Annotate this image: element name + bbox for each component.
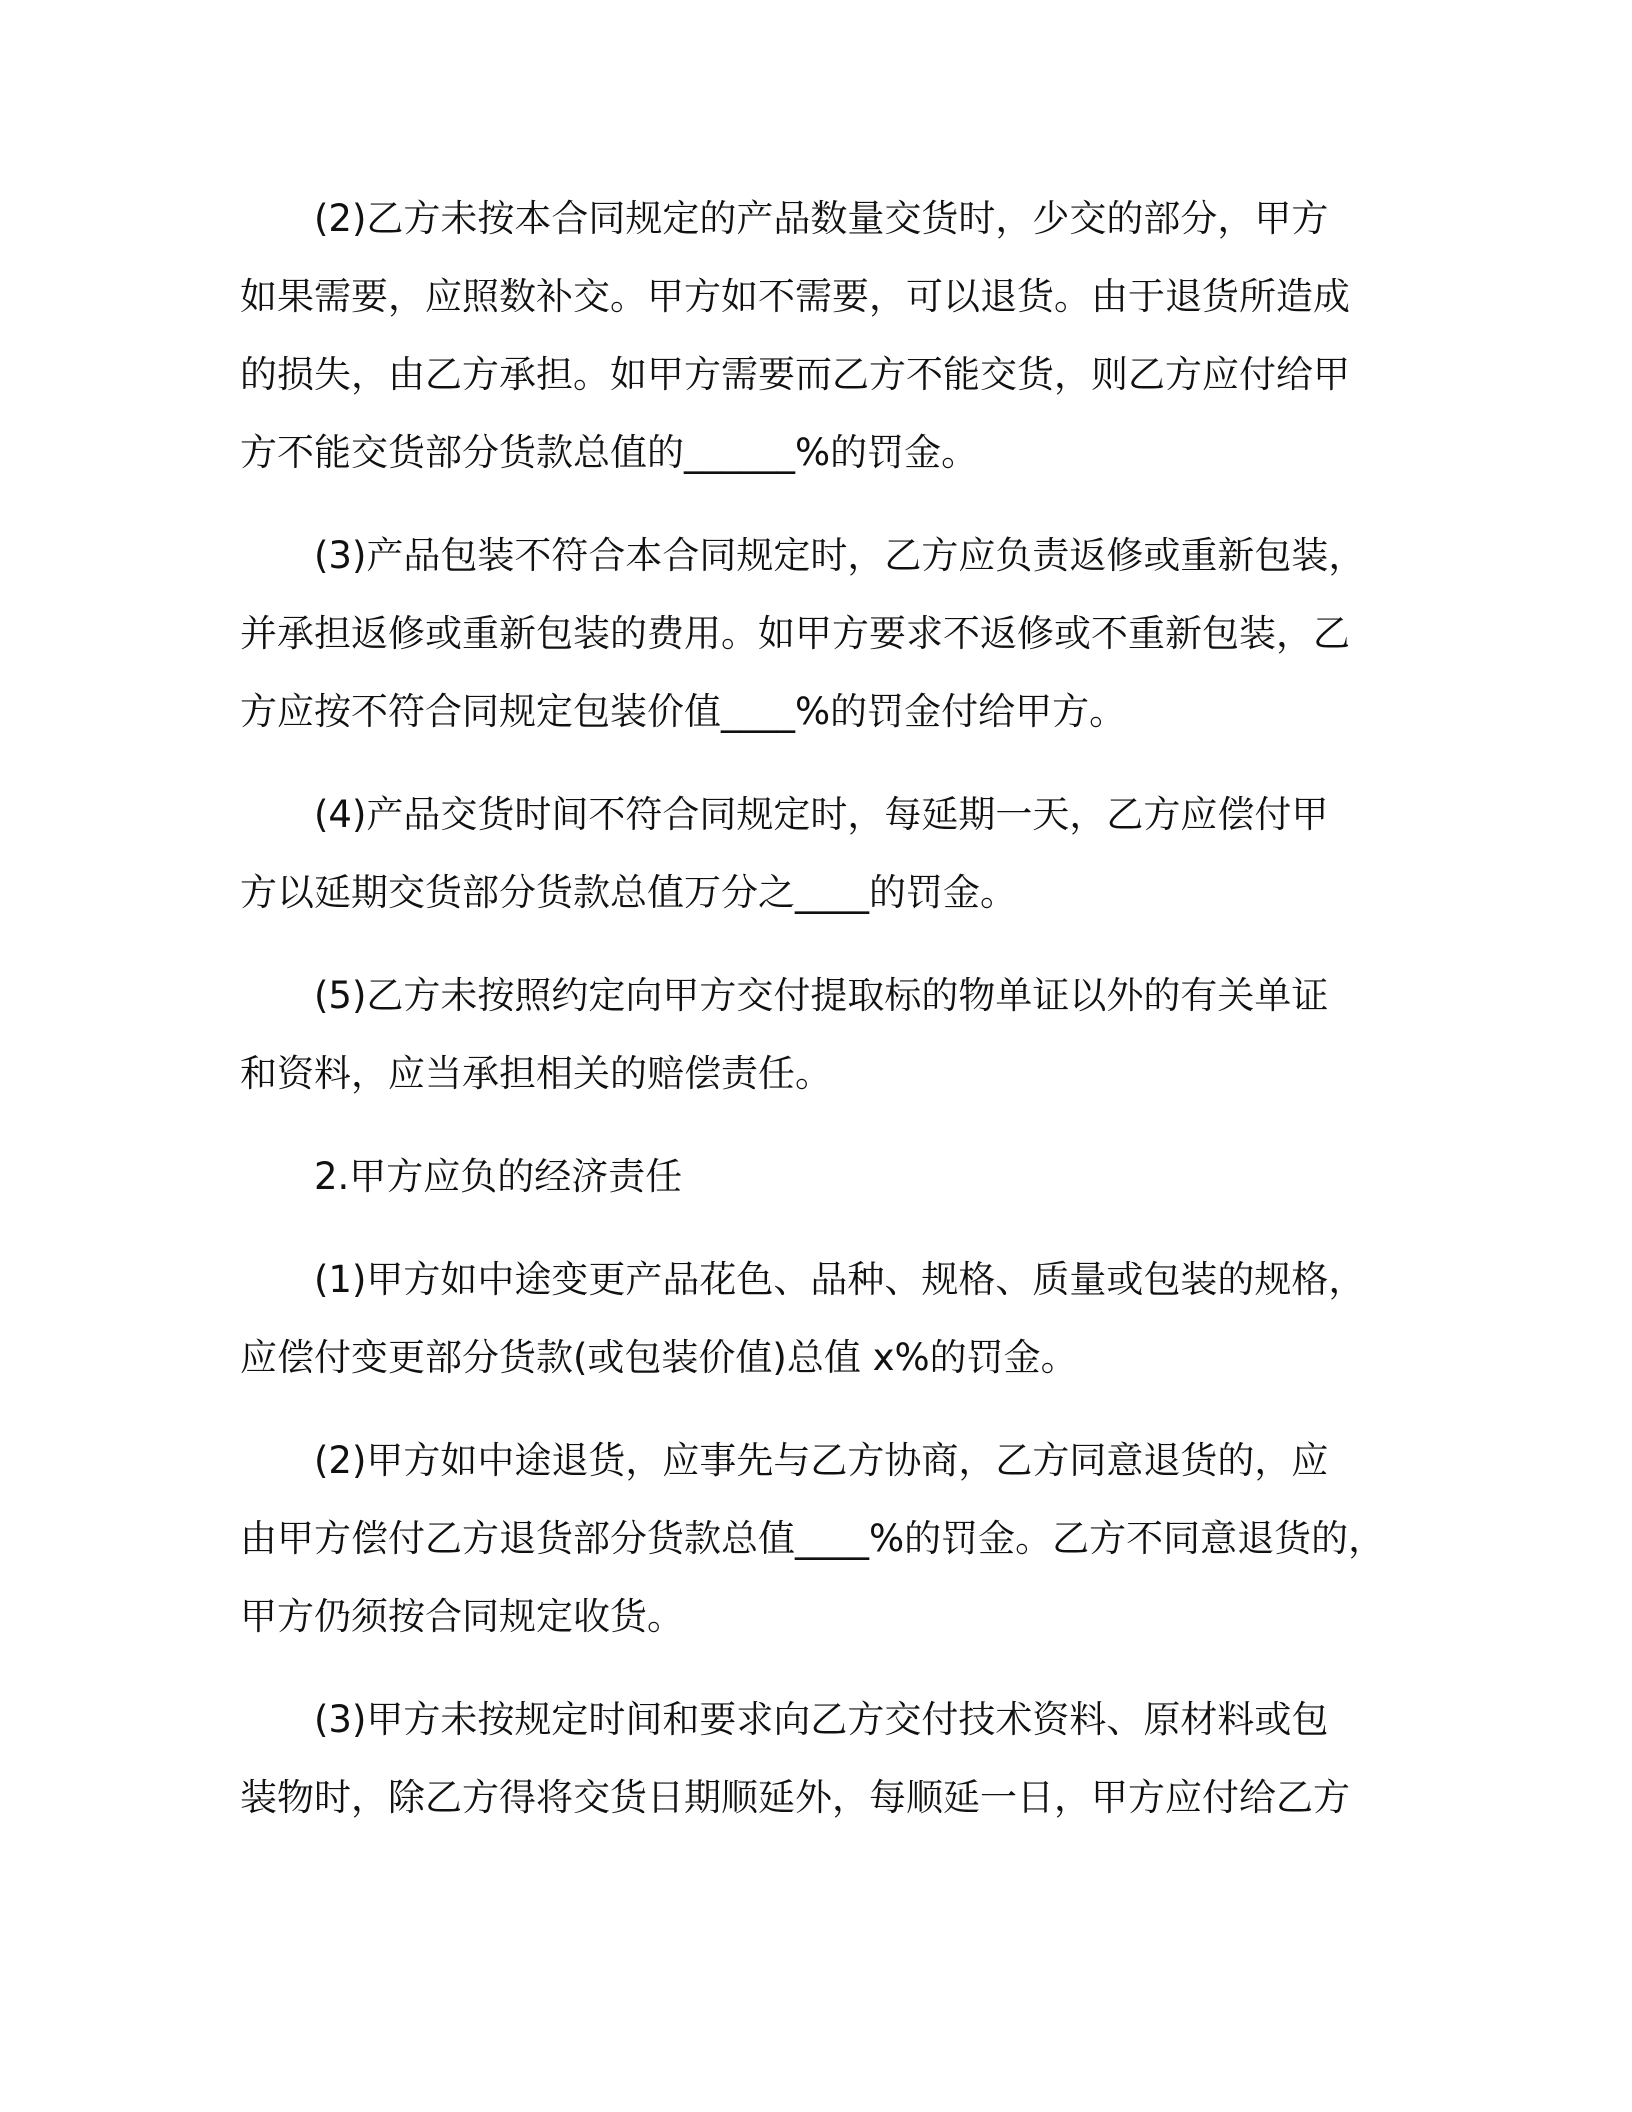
text-line: 甲方仍须按合同规定收货。: [240, 1595, 684, 1638]
paragraph-2-3-packaging: [240, 517, 1400, 751]
text-line: (2)乙方未按本合同规定的产品数量交货时，少交的部分，甲方: [314, 197, 1329, 240]
text-line: 如果需要，应照数补交。甲方如不需要，可以退货。由于退货所造成: [240, 275, 1350, 318]
text-line: 和资料，应当承担相关的赔偿责任。: [240, 1052, 832, 1095]
text-line: (3)产品包装不符合本合同规定时，乙方应负责返修或重新包装，: [314, 534, 1366, 577]
paragraph-a-2-return-goods: [240, 1422, 1400, 1656]
text-line: 方应按不符合同规定包装价值____%的罚金付给甲方。: [240, 690, 1127, 733]
text-line: 装物时，除乙方得将交货日期顺延外，每顺延一日，甲方应付给乙方: [240, 1776, 1350, 1819]
text-line: (2)甲方如中途退货，应事先与乙方协商，乙方同意退货的，应: [314, 1439, 1329, 1482]
paragraph-2-2-quantity-shortfall: [240, 180, 1400, 492]
contract-body: [240, 180, 1400, 1862]
text-line: 方以延期交货部分货款总值万分之____的罚金。: [240, 871, 1017, 914]
paragraph-2-4-late-delivery: [240, 776, 1400, 932]
text-line: 应偿付变更部分货款(或包装价值)总值 x%的罚金。: [240, 1336, 1078, 1379]
text-line: (3)甲方未按规定时间和要求向乙方交付技术资料、原材料或包: [314, 1698, 1329, 1741]
text-line: 并承担返修或重新包装的费用。如甲方要求不返修或不重新包装，乙: [240, 612, 1350, 655]
paragraph-2-5-documents: [240, 957, 1400, 1113]
text-line: (4)产品交货时间不符合同规定时，每延期一天，乙方应偿付甲: [314, 793, 1329, 836]
text-line: 由甲方偿付乙方退货部分货款总值____%的罚金。乙方不同意退货的，: [240, 1517, 1386, 1560]
section-heading-party-a-liability: [240, 1138, 1400, 1216]
text-line: (5)乙方未按照约定向甲方交付提取标的物单证以外的有关单证: [314, 974, 1329, 1017]
section-heading: 2.甲方应负的经济责任: [314, 1155, 683, 1198]
paragraph-a-1-change-specs: [240, 1241, 1400, 1397]
text-line: 方不能交货部分货款总值的______%的罚金。: [240, 431, 979, 474]
text-line: (1)甲方如中途变更产品花色、品种、规格、质量或包装的规格，: [314, 1258, 1366, 1301]
text-line: 的损失，由乙方承担。如甲方需要而乙方不能交货，则乙方应付给甲: [240, 353, 1350, 396]
paragraph-a-3-late-materials: [240, 1681, 1400, 1837]
